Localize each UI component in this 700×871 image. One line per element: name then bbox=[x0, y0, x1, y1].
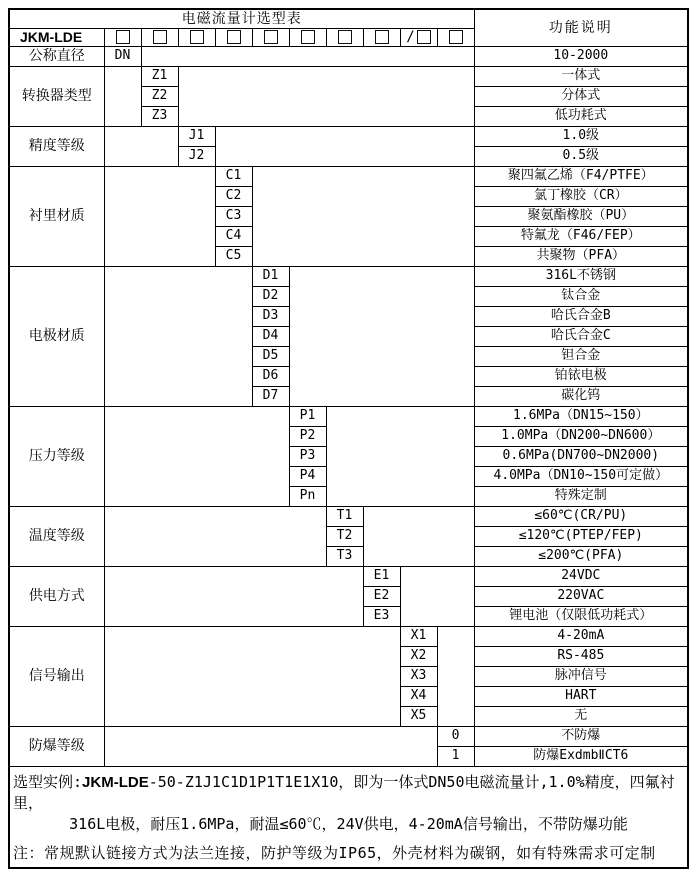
code-cell: E3 bbox=[363, 607, 400, 627]
slash-separator: / bbox=[406, 29, 415, 46]
option-checkbox[interactable] bbox=[375, 30, 389, 44]
option-checkbox[interactable] bbox=[417, 30, 431, 44]
code-cell: X3 bbox=[400, 667, 437, 687]
code-cell: 0 bbox=[437, 727, 474, 747]
spacer-cell bbox=[104, 167, 215, 267]
category-label: 信号输出 bbox=[9, 627, 104, 727]
spacer-cell bbox=[104, 627, 400, 727]
code-cell: J1 bbox=[178, 127, 215, 147]
code-cell: J2 bbox=[178, 147, 215, 167]
spacer-cell bbox=[104, 67, 141, 127]
desc-cell: 共聚物（PFA） bbox=[474, 247, 688, 267]
code-cell: T3 bbox=[326, 547, 363, 567]
table-row bbox=[9, 627, 688, 647]
option-checkbox[interactable] bbox=[264, 30, 278, 44]
category-label: 电极材质 bbox=[9, 267, 104, 407]
option-checkbox[interactable] bbox=[338, 30, 352, 44]
code-cell: E1 bbox=[363, 567, 400, 587]
example-prefix: 选型实例: bbox=[13, 773, 83, 791]
example-rest: -50-Z1J1C1D1P1T1E1X10，即为一体式DN50电磁流量计,1.0%精度，四氟衬里， bbox=[13, 773, 675, 812]
spacer-cell bbox=[326, 407, 474, 507]
desc-cell: RS-485 bbox=[474, 647, 688, 667]
option-checkbox[interactable] bbox=[116, 30, 130, 44]
desc-cell: ≤60℃(CR/PU) bbox=[474, 507, 688, 527]
desc-cell: 1.0级 bbox=[474, 127, 688, 147]
checkbox-cell bbox=[437, 29, 474, 47]
code-cell: X5 bbox=[400, 707, 437, 727]
desc-cell: HART bbox=[474, 687, 688, 707]
category-label: 公称直径 bbox=[9, 47, 104, 67]
spacer-cell bbox=[437, 627, 474, 727]
table-title: 电磁流量计选型表 bbox=[9, 9, 474, 29]
desc-cell: 哈氏合金B bbox=[474, 307, 688, 327]
example-line-2: 316L电极，耐压1.6MPa，耐温≤60℃，24V供电，4-20mA信号输出，不带防爆功能 bbox=[69, 815, 628, 833]
example-model: JKM-LDE bbox=[82, 774, 149, 791]
checkbox-cell bbox=[326, 29, 363, 47]
option-checkbox[interactable] bbox=[449, 30, 463, 44]
spacer-cell bbox=[104, 407, 289, 507]
spacer-cell bbox=[252, 167, 474, 267]
code-cell: P4 bbox=[289, 467, 326, 487]
spacer-cell bbox=[104, 507, 326, 567]
desc-cell: 0.6MPa(DN700~DN2000) bbox=[474, 447, 688, 467]
spacer-cell bbox=[400, 567, 474, 627]
table-row bbox=[9, 767, 688, 869]
model-label: JKM-LDE bbox=[9, 29, 104, 47]
code-cell: Z3 bbox=[141, 107, 178, 127]
option-checkbox[interactable] bbox=[153, 30, 167, 44]
spacer-cell bbox=[141, 47, 474, 67]
checkbox-cell bbox=[178, 29, 215, 47]
desc-cell: 特殊定制 bbox=[474, 487, 688, 507]
code-cell: P1 bbox=[289, 407, 326, 427]
desc-cell: 4.0MPa（DN10~150可定做） bbox=[474, 467, 688, 487]
spacer-cell bbox=[215, 127, 474, 167]
code-cell: X2 bbox=[400, 647, 437, 667]
spacer-cell bbox=[289, 267, 474, 407]
table-row bbox=[9, 507, 688, 527]
desc-cell: 脉冲信号 bbox=[474, 667, 688, 687]
table-row bbox=[9, 127, 688, 147]
table-row bbox=[9, 67, 688, 87]
desc-cell: 分体式 bbox=[474, 87, 688, 107]
code-cell: X4 bbox=[400, 687, 437, 707]
code-cell: T1 bbox=[326, 507, 363, 527]
code-cell: E2 bbox=[363, 587, 400, 607]
code-cell: D3 bbox=[252, 307, 289, 327]
category-label: 转换器类型 bbox=[9, 67, 104, 127]
desc-cell: 1.0MPa（DN200~DN600） bbox=[474, 427, 688, 447]
category-label: 温度等级 bbox=[9, 507, 104, 567]
desc-cell: 无 bbox=[474, 707, 688, 727]
desc-cell: 铂铱电极 bbox=[474, 367, 688, 387]
code-cell: C3 bbox=[215, 207, 252, 227]
code-cell: C5 bbox=[215, 247, 252, 267]
checkbox-cell bbox=[215, 29, 252, 47]
desc-cell: 低功耗式 bbox=[474, 107, 688, 127]
desc-cell: 特氟龙（F46/FEP） bbox=[474, 227, 688, 247]
option-checkbox[interactable] bbox=[190, 30, 204, 44]
desc-cell: ≤120℃(PTEP/FEP) bbox=[474, 527, 688, 547]
example-line-1 bbox=[13, 772, 684, 814]
checkbox-cell bbox=[141, 29, 178, 47]
checkbox-cell bbox=[252, 29, 289, 47]
option-checkbox[interactable] bbox=[301, 30, 315, 44]
desc-cell: 1.6MPa（DN15~150） bbox=[474, 407, 688, 427]
code-cell: D7 bbox=[252, 387, 289, 407]
desc-cell: 氯丁橡胶（CR） bbox=[474, 187, 688, 207]
spacer-cell bbox=[104, 567, 363, 627]
desc-cell: 锂电池（仅限低功耗式） bbox=[474, 607, 688, 627]
code-cell: Z2 bbox=[141, 87, 178, 107]
code-cell: D1 bbox=[252, 267, 289, 287]
code-cell: D2 bbox=[252, 287, 289, 307]
category-label: 精度等级 bbox=[9, 127, 104, 167]
checkbox-cell bbox=[104, 29, 141, 47]
spacer-cell bbox=[363, 507, 474, 567]
note-line: 注：常规默认链接方式为法兰连接，防护等级为IP65，外壳材料为碳钢，如有特殊需求可定制 bbox=[13, 844, 656, 862]
desc-cell: 碳化钨 bbox=[474, 387, 688, 407]
desc-cell: ≤200℃(PFA) bbox=[474, 547, 688, 567]
code-cell: P3 bbox=[289, 447, 326, 467]
code-cell: D5 bbox=[252, 347, 289, 367]
checkbox-cell bbox=[400, 29, 437, 47]
table-row bbox=[9, 47, 688, 67]
option-checkbox[interactable] bbox=[227, 30, 241, 44]
category-label: 供电方式 bbox=[9, 567, 104, 627]
function-column-header: 功能说明 bbox=[474, 9, 688, 47]
desc-cell: 4-20mA bbox=[474, 627, 688, 647]
table-row bbox=[9, 167, 688, 187]
selection-table bbox=[8, 8, 689, 869]
category-label: 防爆等级 bbox=[9, 727, 104, 767]
code-cell: P2 bbox=[289, 427, 326, 447]
code-cell: Z1 bbox=[141, 67, 178, 87]
desc-cell: 钛合金 bbox=[474, 287, 688, 307]
spacer-cell bbox=[104, 267, 252, 407]
table-row bbox=[9, 9, 688, 29]
table-row bbox=[9, 267, 688, 287]
code-cell: D4 bbox=[252, 327, 289, 347]
code-cell: DN bbox=[104, 47, 141, 67]
desc-cell: 聚四氟乙烯（F4/PTFE） bbox=[474, 167, 688, 187]
spacer-cell bbox=[178, 67, 474, 127]
desc-cell: 哈氏合金C bbox=[474, 327, 688, 347]
desc-cell: 防爆ExdmbⅡCT6 bbox=[474, 747, 688, 767]
code-cell: C4 bbox=[215, 227, 252, 247]
checkbox-cell bbox=[289, 29, 326, 47]
code-cell: 1 bbox=[437, 747, 474, 767]
code-cell: X1 bbox=[400, 627, 437, 647]
desc-cell: 钽合金 bbox=[474, 347, 688, 367]
desc-cell: 聚氨酯橡胶（PU） bbox=[474, 207, 688, 227]
desc-cell: 不防爆 bbox=[474, 727, 688, 747]
desc-cell: 0.5级 bbox=[474, 147, 688, 167]
desc-cell: 10-2000 bbox=[474, 47, 688, 67]
desc-cell: 316L不锈钢 bbox=[474, 267, 688, 287]
code-cell: Pn bbox=[289, 487, 326, 507]
code-cell: T2 bbox=[326, 527, 363, 547]
desc-cell: 一体式 bbox=[474, 67, 688, 87]
table-row bbox=[9, 407, 688, 427]
table-row bbox=[9, 727, 688, 747]
footer-cell bbox=[9, 767, 688, 869]
spacer-cell bbox=[104, 727, 437, 767]
category-label: 压力等级 bbox=[9, 407, 104, 507]
code-cell: D6 bbox=[252, 367, 289, 387]
code-cell: C1 bbox=[215, 167, 252, 187]
category-label: 衬里材质 bbox=[9, 167, 104, 267]
spacer-cell bbox=[104, 127, 178, 167]
desc-cell: 24VDC bbox=[474, 567, 688, 587]
desc-cell: 220VAC bbox=[474, 587, 688, 607]
code-cell: C2 bbox=[215, 187, 252, 207]
checkbox-cell bbox=[363, 29, 400, 47]
table-row bbox=[9, 567, 688, 587]
